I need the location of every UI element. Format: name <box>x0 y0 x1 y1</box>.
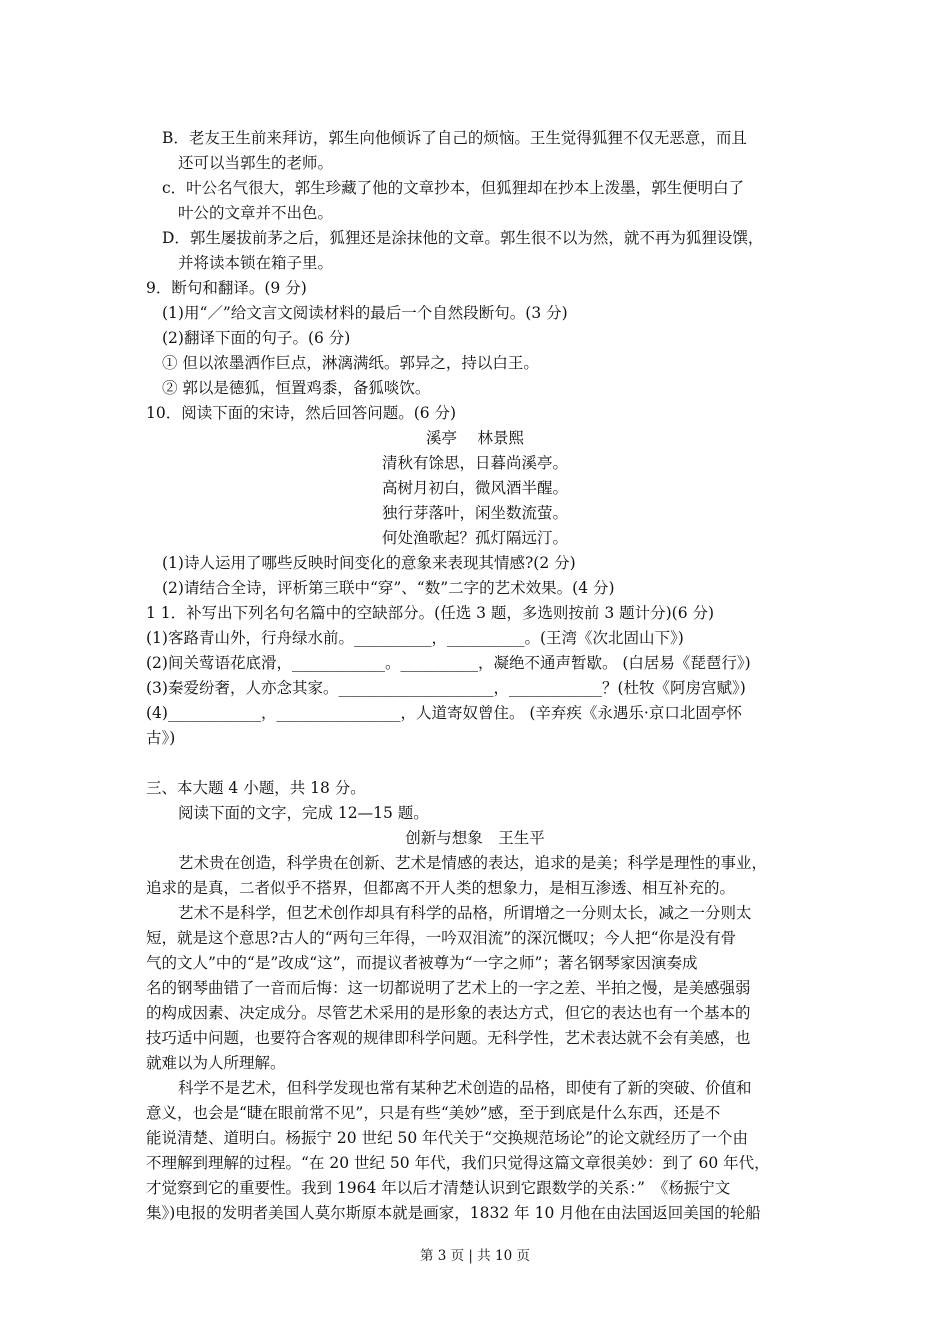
article-p3-line-6: 集》)电报的发明者美国人莫尔斯原本就是画家，1832 年 10 月他在由法国返回美国的轮船 <box>146 1204 761 1222</box>
article-title: 创新与想象 王生平 <box>405 829 545 847</box>
article-p1-line-2: 追求的是真，二者似乎不搭界，但都离不开人类的想象力，是相互渗透、相互补充的。 <box>146 879 736 897</box>
option-d-line-1: D．郭生屡拔前茅之后，狐狸还是涂抹他的文章。郭生很不以为然，就不再为狐狸设馔， <box>162 229 764 247</box>
article-p3-line-3: 能说清楚、道明白。杨振宁 20 世纪 50 年代关于“交换规范场论”的论文就经历了一个由 <box>146 1129 749 1147</box>
article-p2-line-6: 技巧适中问题，也要符合客观的规律即科学问题。无科学性，艺术表达就不会有美感，也 <box>146 1029 751 1047</box>
article-p3-line-2: 意义，也会是“睫在眼前常不见”，只是有些“美妙”感，至于到底是什么东西，还是不 <box>146 1104 721 1122</box>
question-11-item-2: (2)间关莺语花底滑，____________。__________，凝绝不通声暂歇。 (白居易《琵琶行》) <box>146 654 751 672</box>
poem-line-1: 清秋有馀思，日暮尚溪亭。 <box>381 454 568 472</box>
option-b-line-1: B．老友王生前来拜访，郭生向他倾诉了自己的烦恼。王生觉得狐狸不仅无恶意，而且 <box>162 129 747 147</box>
article-p2-line-1: 艺术不是科学，但艺术创作却具有科学的品格，所谓增之一分则太长，减之一分则太 <box>178 904 752 922</box>
question-9-part-1: (1)用“／”给文言文阅读材料的最后一个自然段断句。(3 分) <box>162 304 568 322</box>
option-b-line-2: 还可以当郭生的老师。 <box>178 154 334 172</box>
option-c-line-2: 叶公的文章并不出色。 <box>178 204 334 222</box>
poem-line-4: 何处渔歌起？孤灯隔远汀。 <box>381 529 568 547</box>
poem-title: 溪亭 林景熙 <box>426 429 524 447</box>
question-11-item-3: (3)秦爱纷奢，人亦念其家。____________________，____________？(杜牧《阿房宫赋》) <box>146 679 746 697</box>
section-3-instruction: 阅读下面的文字，完成 12—15 题。 <box>178 804 429 822</box>
section-3-heading: 三、本大题 4 小题，共 18 分。 <box>146 779 366 797</box>
article-p3-line-4: 不理解到理解的过程。“在 20 世纪 50 年代，我们只觉得这篇文章很美妙：到了 60 年代， <box>146 1154 770 1172</box>
question-10-heading: 10．阅读下面的宋诗，然后回答问题。(6 分) <box>146 404 457 422</box>
article-p2-line-7: 就难以为人所理解。 <box>146 1054 286 1072</box>
question-9-part-2: (2)翻译下面的句子。(6 分) <box>162 329 351 347</box>
page-footer: 第 3 页 | 共 10 页 <box>419 1248 531 1264</box>
article-p2-line-5: 的构成因素、决定成分。尽管艺术采用的是形象的表达方式，但它的表达也有一个基本的 <box>146 1004 751 1022</box>
option-c-line-1: c．叶公名气很大，郭生珍藏了他的文章抄本，但狐狸却在抄本上泼墨，郭生便明白了 <box>162 179 745 197</box>
question-10-part-1: (1)诗人运用了哪些反映时间变化的意象来表现其情感?(2 分) <box>162 554 576 572</box>
option-d-line-2: 并将读本锁在箱子里。 <box>178 254 334 272</box>
article-p3-line-5: 才觉察到它的重要性。我到 1964 年以后才清楚认识到它跟数学的关系：” 《杨振宁文 <box>146 1179 731 1197</box>
article-p2-line-3: 气的文人”中的“是”改成“这”，而提议者被尊为“一字之师”；著名钢琴家因演奏成 <box>146 954 698 972</box>
question-11-item-4-cont: 古》) <box>146 729 176 747</box>
translation-sentence-1: ① 但以浓墨洒作巨点，淋漓满纸。郭异之，持以白王。 <box>162 354 539 372</box>
article-p1-line-1: 艺术贵在创造，科学贵在创新、艺术是情感的表达，追求的是美；科学是理性的事业， <box>178 854 768 872</box>
poem-line-3: 独行芽落叶，闲坐数流萤。 <box>381 504 568 522</box>
article-p3-line-1: 科学不是艺术，但科学发现也常有某种艺术创造的品格，即使有了新的突破、价值和 <box>178 1079 752 1097</box>
article-p2-line-2: 短，就是这个意思?古人的“两句三年得，一吟双泪流”的深沉慨叹；今人把“你是没有骨 <box>146 929 737 947</box>
question-9-heading: 9．断句和翻译。(9 分) <box>146 279 307 297</box>
article-p2-line-4: 名的钢琴曲错了一音而后悔：这一切都说明了艺术上的一字之差、半拍之慢，是美感强弱 <box>146 979 751 997</box>
translation-sentence-2: ② 郭以是德狐，恒置鸡黍，备狐啖饮。 <box>162 379 431 397</box>
question-10-part-2: (2)请结合全诗，评析第三联中“穿”、“数”二字的艺术效果。(4 分) <box>162 579 615 597</box>
question-11-item-1: (1)客路青山外，行舟绿水前。__________，__________。(王湾《次北固山下》) <box>146 629 684 647</box>
poem-line-2: 高树月初白，微风酒半醒。 <box>381 479 568 497</box>
question-11-heading: 1 1．补写出下列名句名篇中的空缺部分。(任选 3 题，多选则按前 3 题计分)(6 分) <box>146 604 715 622</box>
question-11-item-4: (4)____________，________________，人道寄奴曾住。 (辛弃疾《永遇乐·京口北固亭怀 <box>146 704 742 722</box>
